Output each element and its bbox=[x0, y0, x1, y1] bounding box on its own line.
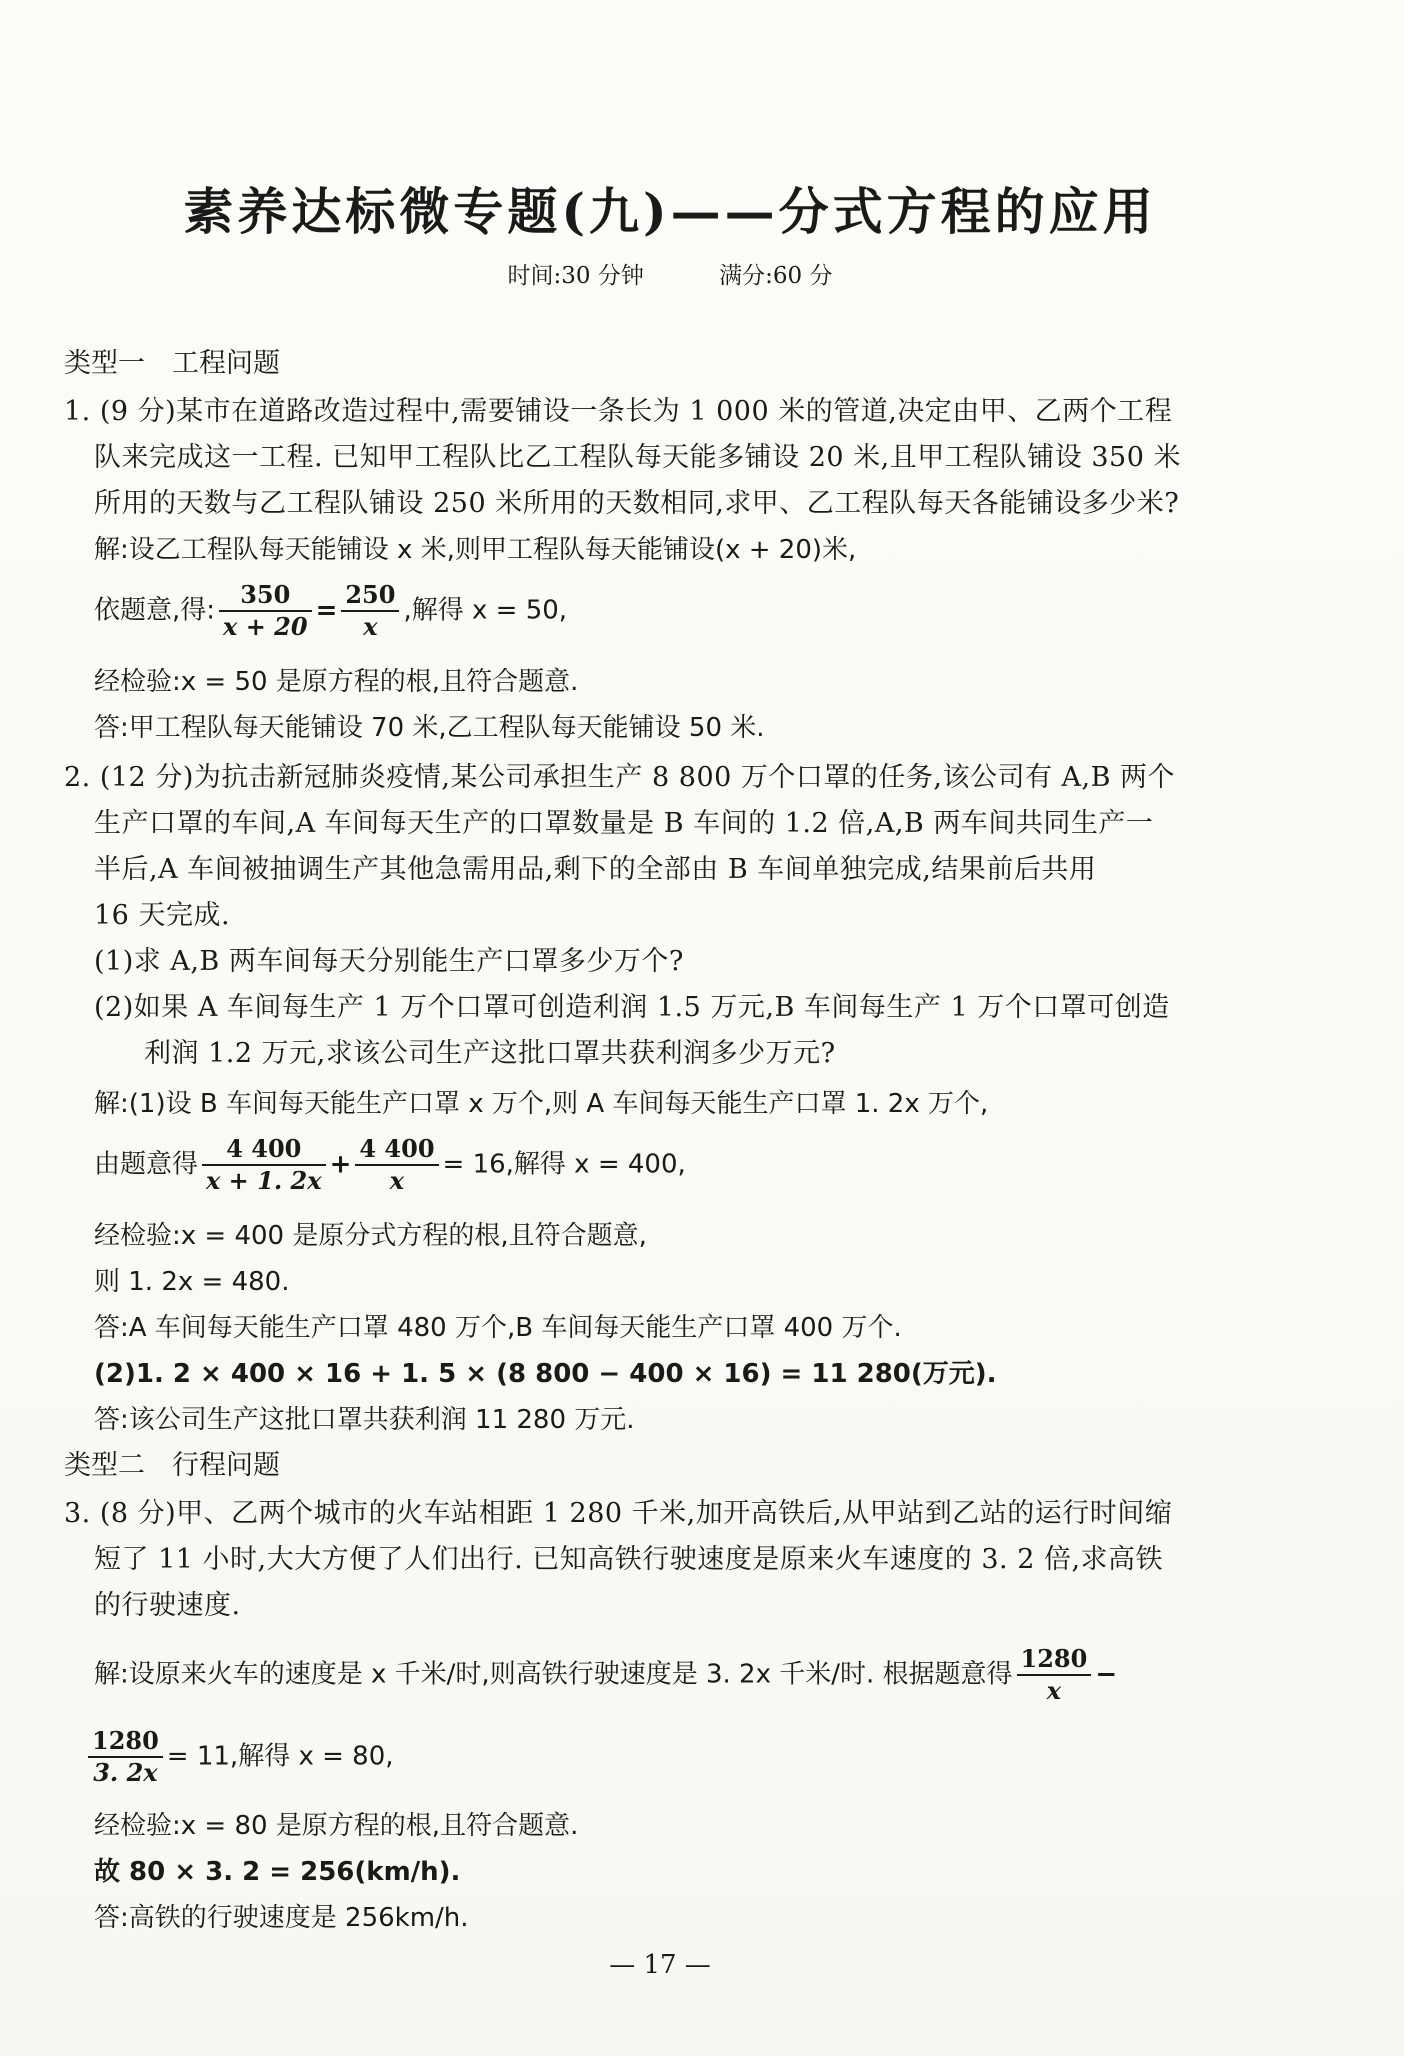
answer-1-line-1: 解:设乙工程队每天能铺设 x 米,则甲工程队每天能铺设(x + 20)米, bbox=[94, 535, 857, 565]
answer-2-conclusion-2: 答:该公司生产这批口罩共获利润 11 280 万元. bbox=[94, 1405, 635, 1435]
answer-2-check: 经检验:x = 400 是原分式方程的根,且符合题意, bbox=[94, 1221, 647, 1251]
answer-2-equation bbox=[94, 1134, 686, 1196]
page-title: 素养达标微专题(九)——分式方程的应用 bbox=[183, 182, 1157, 241]
question-3-line-3: 的行驶速度. bbox=[94, 1590, 241, 1621]
fraction-denominator: x + 1. 2x bbox=[206, 1166, 322, 1195]
fraction bbox=[341, 580, 399, 642]
answer-1-conclusion: 答:甲工程队每天能铺设 70 米,乙工程队每天能铺设 50 米. bbox=[94, 713, 765, 743]
plus-sign: + bbox=[329, 1149, 352, 1180]
question-2-line-4: 16 天完成. bbox=[94, 900, 231, 931]
answer-3-line-1-text: 解:设原来火车的速度是 x 千米/时,则高铁行驶速度是 3. 2x 千米/时. 根据题意得 bbox=[94, 1659, 1013, 1690]
fraction-numerator: 1280 bbox=[88, 1726, 163, 1758]
question-2-line-3: 半后,A 车间被抽调生产其他急需用品,剩下的全部由 B 车间单独完成,结果前后共用 bbox=[94, 854, 1097, 885]
answer-3-line-1 bbox=[94, 1644, 1117, 1706]
answer-2-calculation: (2)1. 2 × 400 × 16 + 1. 5 × (8 800 − 400 × 16) = 11 280(万元). bbox=[94, 1359, 997, 1389]
fraction-denominator: 3. 2x bbox=[93, 1758, 158, 1787]
equals-sign: = bbox=[315, 595, 338, 626]
question-1-line-3: 所用的天数与乙工程队铺设 250 米所用的天数相同,求甲、乙工程队每天各能铺设多少米? bbox=[94, 488, 1180, 519]
answer-3-equation-suffix: = 11,解得 x = 80, bbox=[166, 1741, 394, 1772]
fraction-numerator: 4 400 bbox=[355, 1134, 438, 1166]
answer-1-equation-prefix: 依题意,得: bbox=[94, 595, 216, 626]
fraction bbox=[202, 1134, 326, 1196]
fraction-denominator: x + 20 bbox=[223, 612, 308, 641]
answer-1-check: 经检验:x = 50 是原方程的根,且符合题意. bbox=[94, 667, 579, 697]
section-heading-engineering: 类型一 工程问题 bbox=[64, 348, 280, 379]
answer-3-check: 经检验:x = 80 是原方程的根,且符合题意. bbox=[94, 1811, 579, 1841]
answer-2-conclusion-1: 答:A 车间每天能生产口罩 480 万个,B 车间每天能生产口罩 400 万个. bbox=[94, 1313, 902, 1343]
answer-3-equation bbox=[84, 1726, 394, 1788]
fraction-denominator: x bbox=[1046, 1676, 1062, 1705]
answer-2-result: 则 1. 2x = 480. bbox=[94, 1267, 290, 1297]
fraction-numerator: 250 bbox=[341, 580, 399, 612]
answer-1-equation-suffix: ,解得 x = 50, bbox=[403, 595, 568, 626]
answer-1-equation bbox=[94, 580, 567, 642]
time-limit: 时间:30 分钟 bbox=[507, 263, 644, 289]
fraction-numerator: 1280 bbox=[1017, 1644, 1092, 1676]
question-2-part-2-line-1: (2)如果 A 车间每生产 1 万个口罩可创造利润 1.5 万元,B 车间每生产 1 万个口罩可创造 bbox=[94, 992, 1170, 1023]
fraction-numerator: 4 400 bbox=[202, 1134, 326, 1166]
section-heading-travel: 类型二 行程问题 bbox=[64, 1450, 280, 1481]
full-score: 满分:60 分 bbox=[719, 263, 833, 289]
question-3-line-1: 3. (8 分)甲、乙两个城市的火车站相距 1 280 千米,加开高铁后,从甲站到乙站的运行时间缩 bbox=[64, 1498, 1173, 1529]
question-2-line-1: 2. (12 分)为抗击新冠肺炎疫情,某公司承担生产 8 800 万个口罩的任务,该公司有 A,B 两个 bbox=[64, 762, 1176, 793]
answer-3-calculation: 故 80 × 3. 2 = 256(km/h). bbox=[94, 1857, 461, 1887]
minus-sign: − bbox=[1095, 1659, 1118, 1690]
question-1-line-2: 队来完成这一工程. 已知甲工程队比乙工程队每天能多铺设 20 米,且甲工程队铺设 350 米 bbox=[94, 442, 1181, 473]
fraction-numerator: 350 bbox=[219, 580, 312, 612]
answer-2-line-1: 解:(1)设 B 车间每天能生产口罩 x 万个,则 A 车间每天能生产口罩 1. 2x 万个, bbox=[94, 1089, 989, 1119]
question-3-line-2: 短了 11 小时,大大方便了人们出行. 已知高铁行驶速度是原来火车速度的 3. 2 倍,求高铁 bbox=[94, 1544, 1164, 1575]
fraction bbox=[1017, 1644, 1092, 1706]
question-1-line-1: 1. (9 分)某市在道路改造过程中,需要铺设一条长为 1 000 米的管道,决定由甲、乙两个工程 bbox=[64, 396, 1173, 427]
fraction bbox=[219, 580, 312, 642]
question-2-part-1: (1)求 A,B 两车间每天分别能生产口罩多少万个? bbox=[94, 946, 684, 977]
answer-3-conclusion: 答:高铁的行驶速度是 256km/h. bbox=[94, 1903, 469, 1933]
answer-2-equation-suffix: = 16,解得 x = 400, bbox=[442, 1149, 686, 1180]
exam-meta bbox=[0, 257, 1340, 290]
question-2-part-2-line-2: 利润 1.2 万元,求该公司生产这批口罩共获利润多少万元? bbox=[144, 1038, 836, 1069]
fraction-denominator: x bbox=[389, 1166, 405, 1195]
page-number: — 17 — bbox=[609, 1950, 711, 1980]
answer-2-equation-prefix: 由题意得 bbox=[94, 1149, 199, 1180]
fraction-denominator: x bbox=[363, 612, 378, 641]
fraction bbox=[88, 1726, 163, 1788]
fraction bbox=[355, 1134, 438, 1196]
question-2-line-2: 生产口罩的车间,A 车间每天生产的口罩数量是 B 车间的 1.2 倍,A,B 两车间共同生产一 bbox=[94, 808, 1154, 839]
